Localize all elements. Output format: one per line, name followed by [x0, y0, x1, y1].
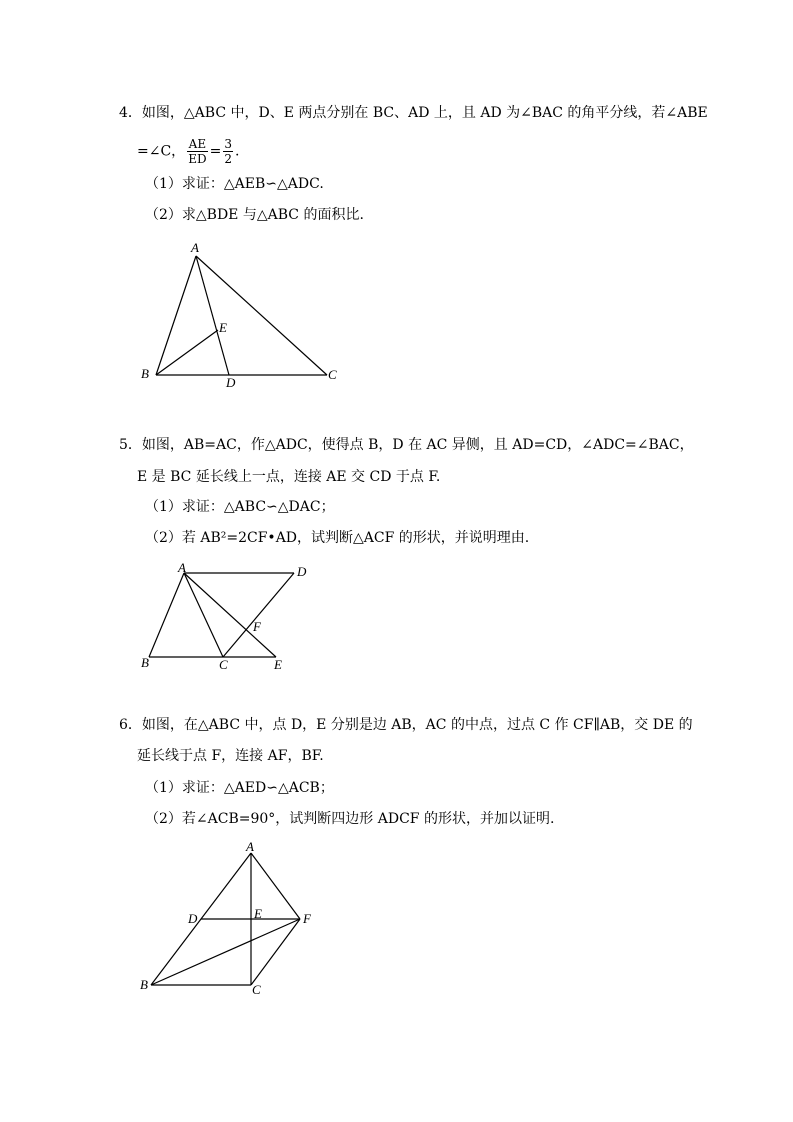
p6-line-2: 延长线于点 F，连接 AF，BF. — [137, 748, 324, 764]
p6-part-1: （1）求证：△AED∽△ACB； — [145, 780, 334, 796]
p4-label-b: B — [141, 366, 149, 381]
p5-part-1: （1）求证：△ABC∽△DAC； — [145, 499, 335, 515]
p4-label-a: A — [191, 240, 199, 255]
p6-part-2: （2）若∠ACB=90°，试判断四边形 ADCF 的形状，并加以证明. — [145, 811, 555, 827]
p5-line-1: 5．如图，AB=AC，作△ADC，使得点 B，D 在 AC 异侧，且 AD=CD，∠ADC=∠BAC， — [119, 437, 694, 453]
p5-label-a: A — [178, 560, 186, 575]
p4-fraction-3-2: $\frac{3}{2}$ — [224, 137, 232, 166]
p5-line-2: E 是 BC 延长线上一点，连接 AE 交 CD 于点 F. — [137, 469, 441, 485]
p4-fraction-eq: = — [209, 143, 222, 160]
p6-label-a: A — [246, 839, 254, 854]
p6-label-c: C — [252, 982, 261, 997]
p5-label-b: B — [141, 655, 149, 670]
p4-line-2-text: =∠C， — [137, 143, 186, 160]
p6-label-b: B — [140, 977, 148, 992]
p4-line-2 — [137, 137, 239, 166]
p4-fraction-end: . — [234, 143, 240, 160]
p5-label-d: D — [297, 564, 307, 579]
p5-label-e: E — [274, 657, 282, 672]
p4-line-1: 4．如图，△ABC 中，D、E 两点分别在 BC、AD 上，且 AD 为∠BAC 的角平分线，若∠ABE — [119, 105, 708, 121]
p5-label-c: C — [219, 657, 228, 672]
p6-line-1: 6．如图，在△ABC 中，点 D，E 分别是边 AB，AC 的中点，过点 C 作 CF∥AB，交 DE 的 — [119, 717, 693, 733]
p4-label-c: C — [328, 367, 337, 382]
p4-label-d: D — [226, 375, 236, 390]
p4-part-1: （1）求证：△AEB∽△ADC. — [145, 176, 324, 192]
p4-label-e: E — [219, 320, 227, 335]
p5-part-2: （2）若 AB²=2CF•AD，试判断△ACF 的形状，并说明理由. — [145, 530, 530, 546]
p4-part-2: （2）求△BDE 与△ABC 的面积比. — [145, 207, 364, 223]
p6-label-f: F — [303, 911, 311, 926]
p6-label-e: E — [254, 906, 262, 921]
p6-label-d: D — [188, 911, 198, 926]
p4-fraction-ae-ed: $\frac{AE}{ED}$ — [188, 137, 207, 166]
p5-label-f: F — [253, 619, 261, 634]
